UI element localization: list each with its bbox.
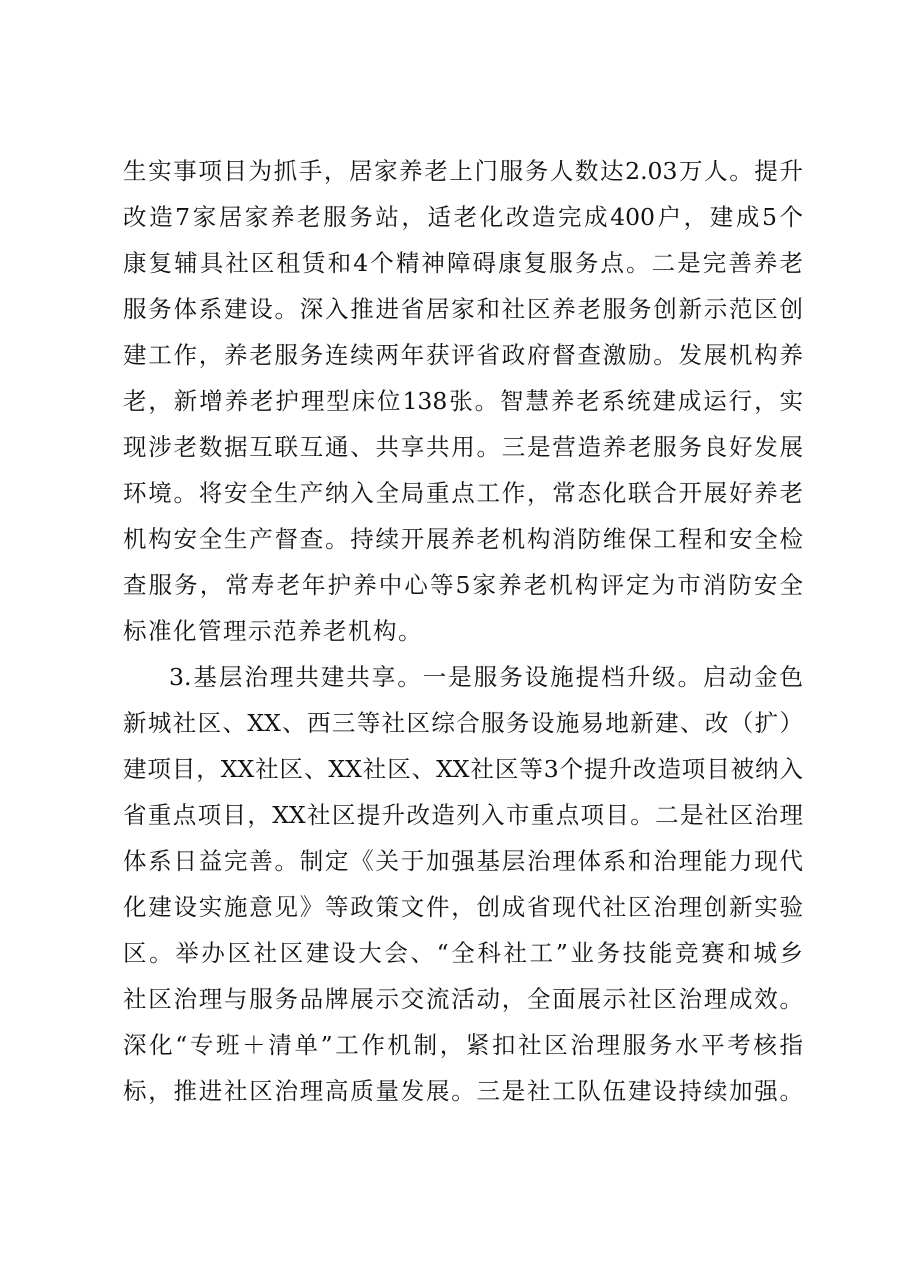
text-line: 生实事项目为抓手，居家养老上门服务人数达2.03万人。提升 xyxy=(123,157,803,185)
text-line: 改造7家居家养老服务站，适老化改造完成400户，建成5个 xyxy=(123,203,803,231)
text-line: 体系日益完善。制定《关于加强基层治理体系和治理能力现代 xyxy=(123,847,803,875)
text-line: 老，新增养老护理型床位138张。智慧养老系统建成运行，实 xyxy=(123,387,803,415)
text-line: 建工作，养老服务连续两年获评省政府督查激励。发展机构养 xyxy=(123,341,803,369)
text-line: 机构安全生产督查。持续开展养老机构消防维保工程和安全检 xyxy=(123,525,803,553)
text-line: 区。举办区社区建设大会、“全科社工”业务技能竞赛和城乡 xyxy=(123,939,803,967)
text-line: 建项目，XX社区、XX社区、XX社区等3个提升改造项目被纳入 xyxy=(123,755,803,783)
text-line: 深化“专班＋清单”工作机制，紧扣社区治理服务水平考核指 xyxy=(123,1031,803,1059)
text-line: 环境。将安全生产纳入全局重点工作，常态化联合开展好养老 xyxy=(123,479,803,507)
text-line: 省重点项目，XX社区提升改造列入市重点项目。二是社区治理 xyxy=(123,801,803,829)
text-line: 标准化管理示范养老机构。 xyxy=(123,617,423,645)
text-line: 查服务，常寿老年护养中心等5家养老机构评定为市消防安全 xyxy=(123,571,803,599)
text-line: 新城社区、XX、西三等社区综合服务设施易地新建、改（扩） xyxy=(123,709,803,737)
text-line: 化建设实施意见》等政策文件，创成省现代社区治理创新实验 xyxy=(123,893,803,921)
text-line: 社区治理与服务品牌展示交流活动，全面展示社区治理成效。 xyxy=(123,985,803,1013)
text-line: 服务体系建设。深入推进省居家和社区养老服务创新示范区创 xyxy=(123,295,803,323)
text-line: 康复辅具社区租赁和4个精神障碍康复服务点。二是完善养老 xyxy=(123,249,803,277)
text-line: 标，推进社区治理高质量发展。三是社工队伍建设持续加强。 xyxy=(123,1077,803,1105)
section-heading-line: 3.基层治理共建共享。一是服务设施提档升级。启动金色 xyxy=(169,663,803,691)
text-line: 现涉老数据互联互通、共享共用。三是营造养老服务良好发展 xyxy=(123,433,803,461)
